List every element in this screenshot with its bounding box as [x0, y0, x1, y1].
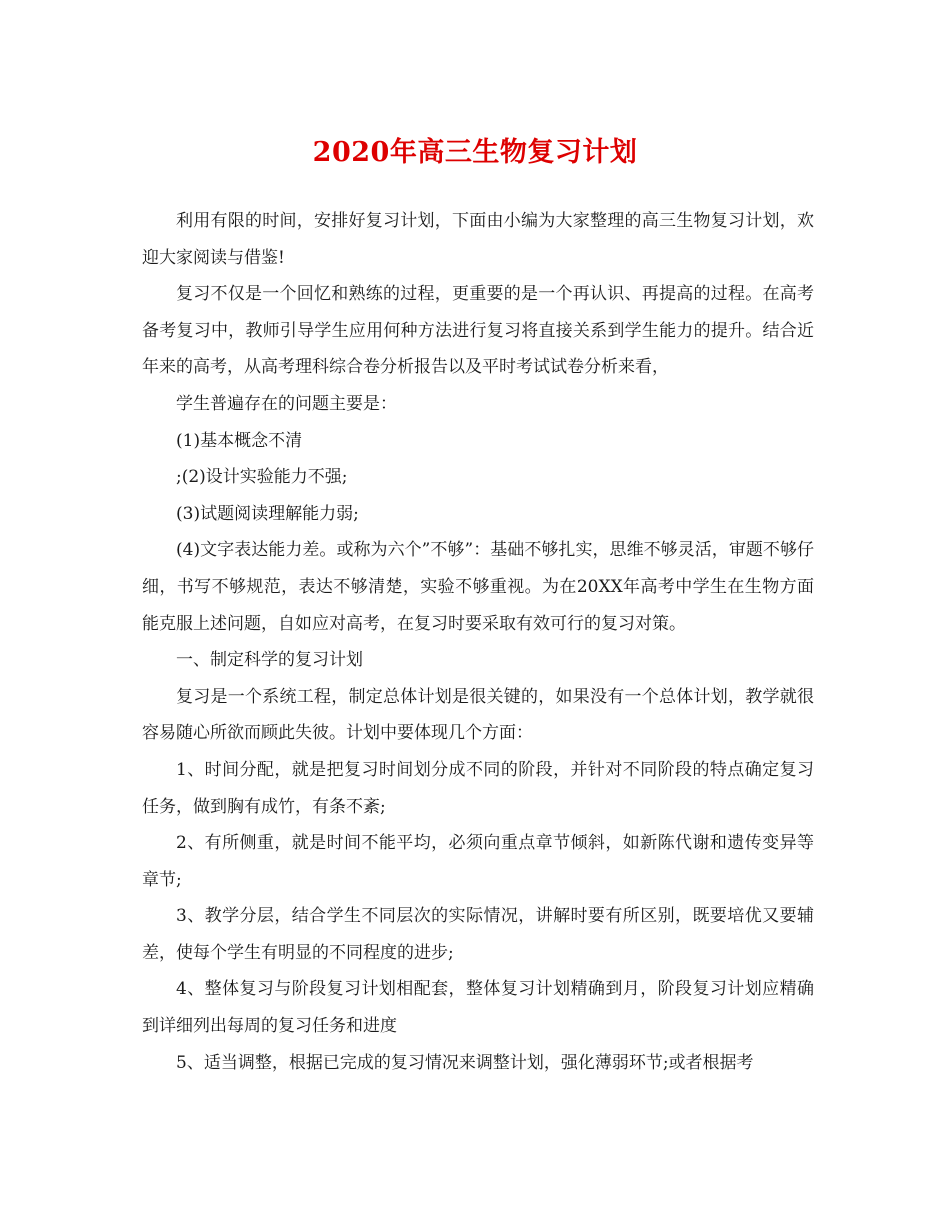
paragraph-plan-importance: 复习是一个系统工程，制定总体计划是很关键的，如果没有一个总体计划，教学就很容易随心所欲而顾此失彼。计划中要体现几个方面： [142, 686, 814, 744]
problem-item-3: (3)试题阅读理解能力弱; [176, 503, 359, 524]
problem-item-2: ;(2)设计实验能力不强; [176, 467, 348, 488]
paragraph-common-problems: 学生普遍存在的问题主要是： [176, 393, 397, 414]
problem-item-1: (1)基本概念不清 [176, 430, 303, 451]
problem-item-4: (4)文字表达能力差。或称为六个”不够”：基础不够扎实，思维不够灵活，审题不够仔细，书写不够规范，表达不够清楚，实验不够重视。为在20XX年高考中学生在生物方面能克服上述问题，自如应对高考，在复习时要采取有效可行的复习对策。 [142, 540, 814, 634]
section-heading-1: 一、制定科学的复习计划 [176, 650, 363, 671]
plan-item-1: 1、时间分配，就是把复习时间划分成不同的阶段，并针对不同阶段的特点确定复习任务，做到胸有成竹，有条不紊; [142, 759, 814, 817]
plan-item-2: 2、有所侧重，就是时间不能平均，必须向重点章节倾斜，如新陈代谢和遗传变异等章节; [142, 833, 814, 890]
plan-item-4: 4、整体复习与阶段复习计划相配套，整体复习计划精确到月，阶段复习计划应精确到详细列出每周的复习任务和进度 [142, 979, 814, 1037]
plan-item-3: 3、教学分层，结合学生不同层次的实际情况，讲解时要有所区别，既要培优又要辅差，使每个学生有明显的不同程度的进步; [142, 906, 814, 963]
plan-item-5: 5、适当调整，根据已完成的复习情况来调整计划，强化薄弱环节;或者根据考 [176, 1052, 754, 1073]
paragraph-review-nature: 复习不仅是一个回忆和熟练的过程，更重要的是一个再认识、再提高的过程。在高考备考复习中，教师引导学生应用何种方法进行复习将直接关系到学生能力的提升。结合近年来的高考，从高考理科综合卷分析报告以及平时考试试卷分析来看， [142, 284, 814, 378]
paragraph-intro: 利用有限的时间，安排好复习计划，下面由小编为大家整理的高三生物复习计划，欢迎大家阅读与借鉴! [142, 211, 814, 268]
document-body [142, 203, 814, 1081]
page-title: 2020年高三生物复习计划 [312, 137, 638, 168]
